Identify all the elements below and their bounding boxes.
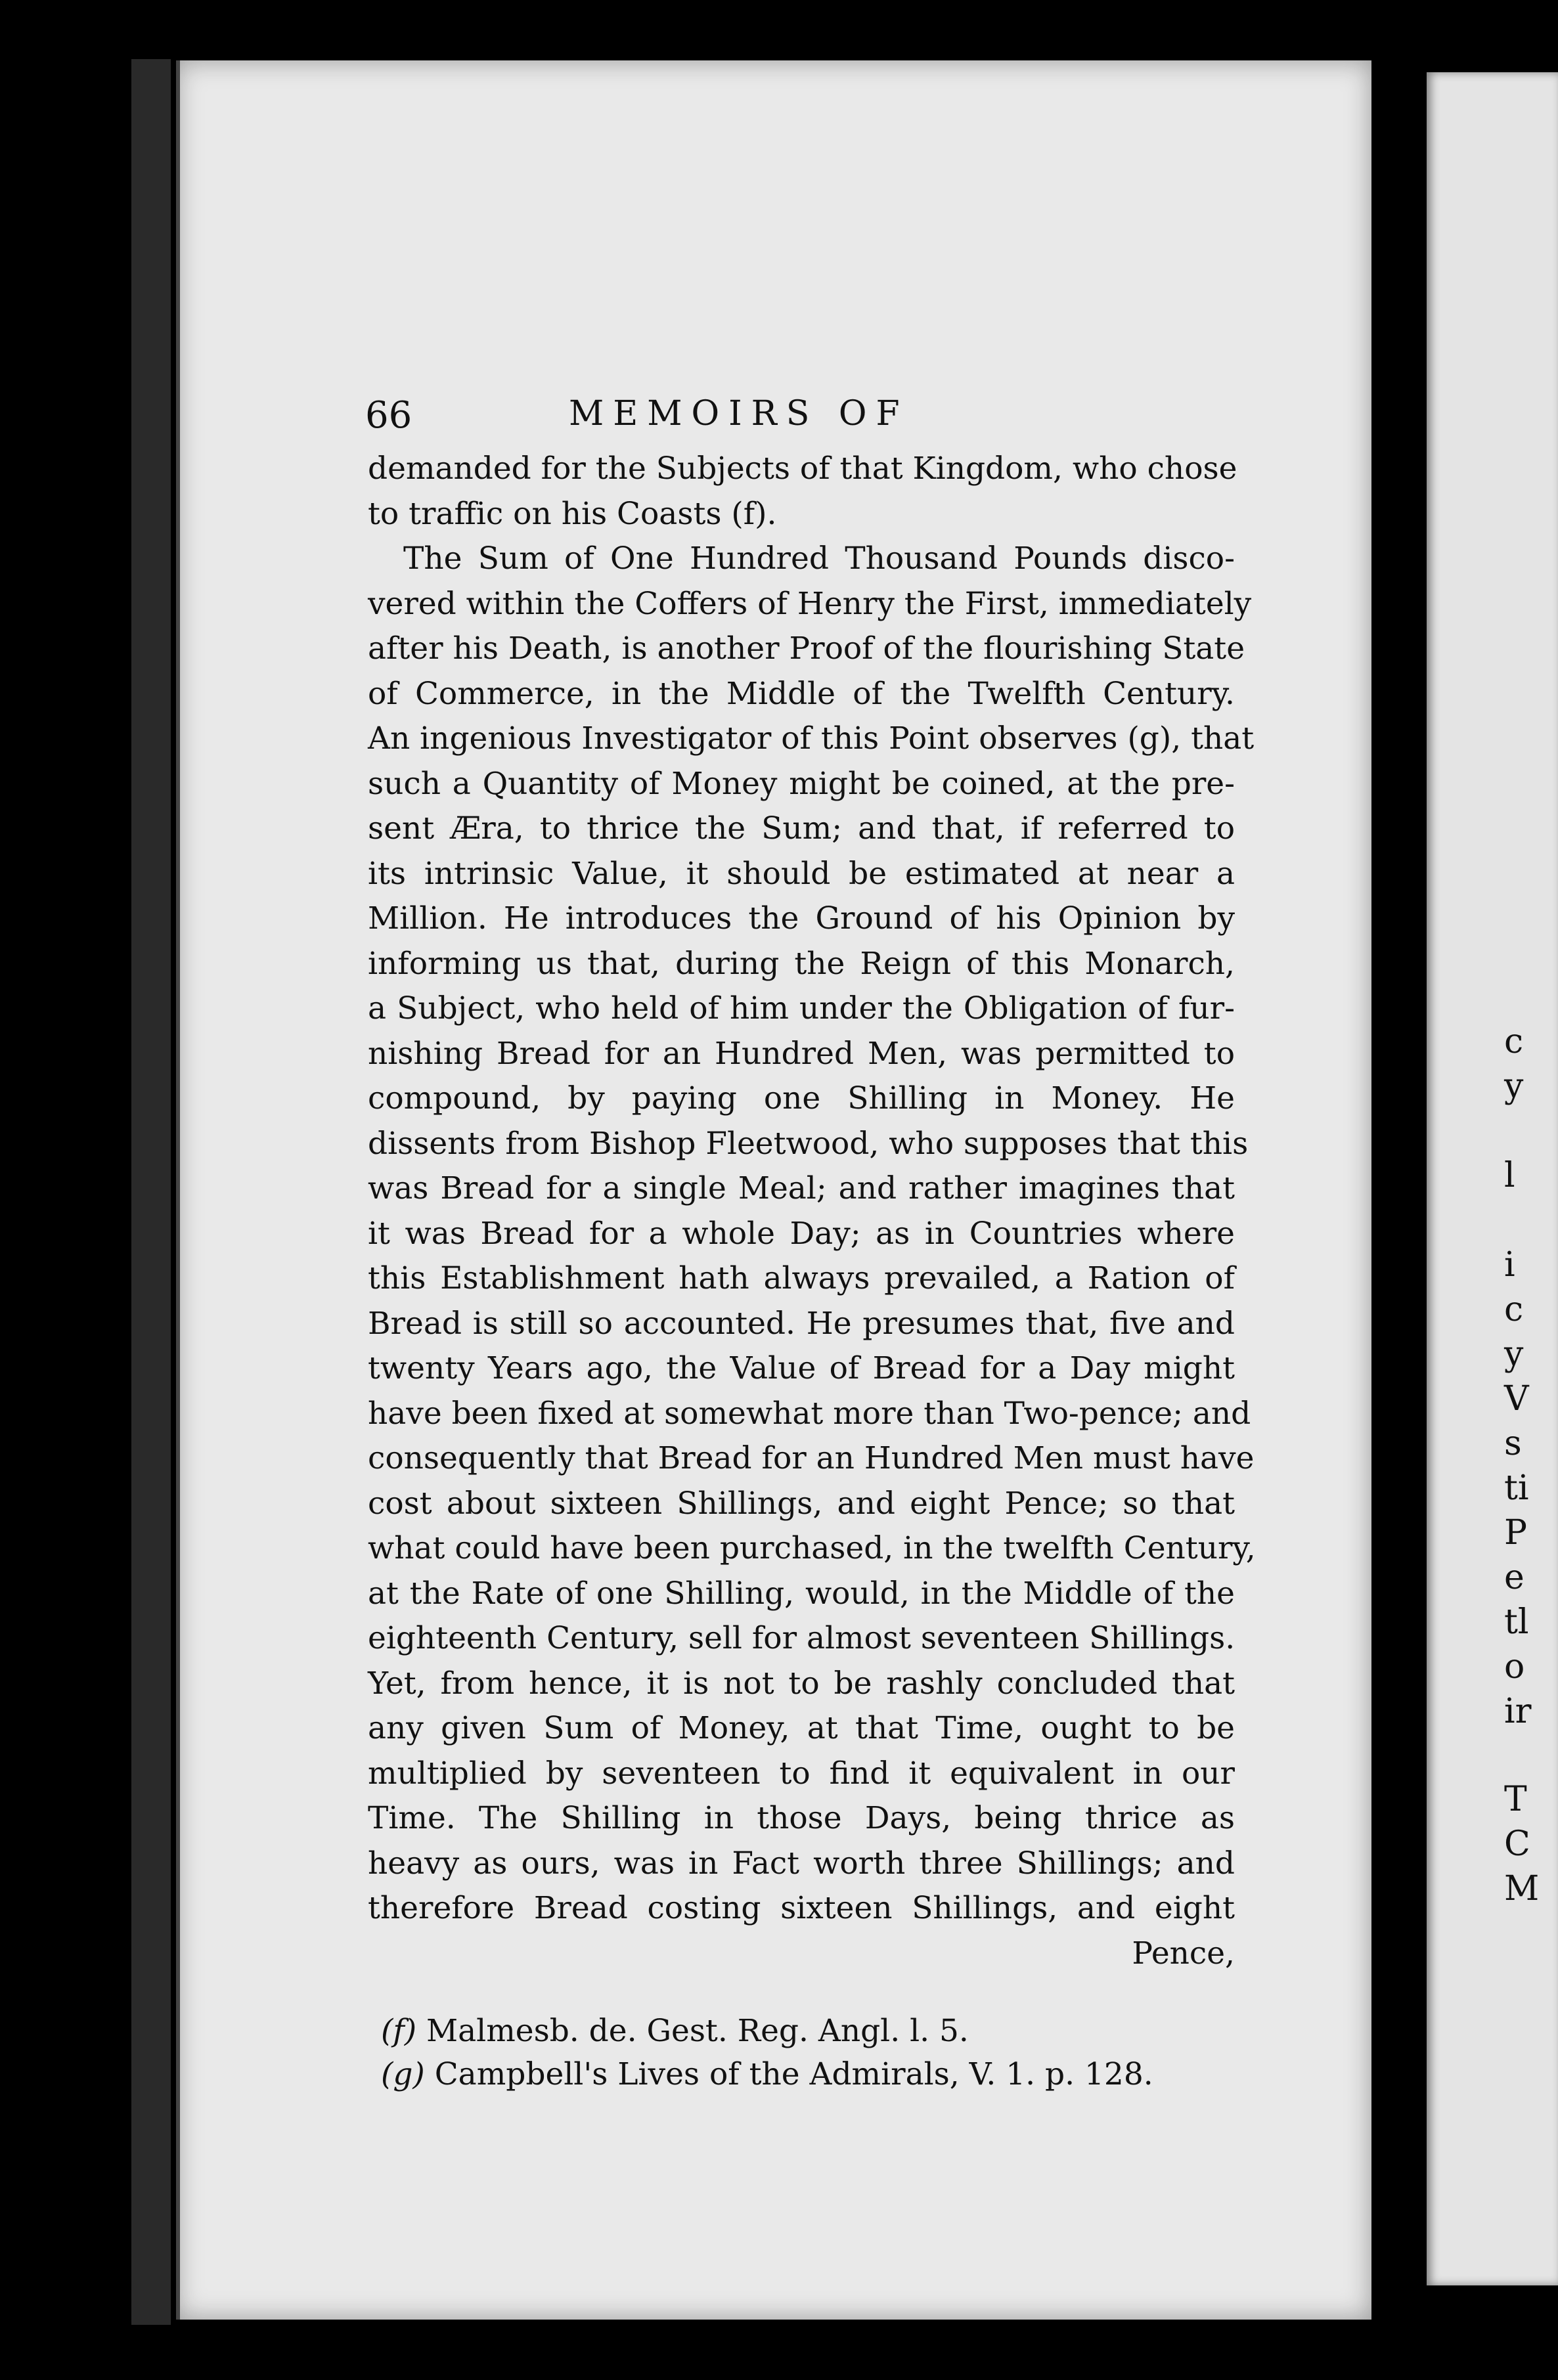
catchword: Pence,: [1132, 1935, 1235, 1972]
text-line: its intrinsic Value, it should be estimated at near a: [368, 855, 1235, 892]
text-line: sent Æra, to thrice the Sum; and that, if referred to: [368, 810, 1235, 847]
text-line: Bread is still so accounted. He presumes that, five and: [368, 1305, 1235, 1342]
facing-page-fragment: y: [1504, 1334, 1524, 1374]
facing-page-fragment: c: [1504, 1290, 1524, 1329]
text-line: it was Bread for a whole Day; as in Countries where: [368, 1215, 1235, 1252]
footnote-text: Malmesb. de. Gest. Reg. Angl. l. 5.: [426, 2013, 969, 2049]
text-line: such a Quantity of Money might be coined, at the pre-: [368, 765, 1235, 802]
facing-page-edge: [1427, 72, 1558, 2285]
footnote-mark: (g): [381, 2056, 425, 2092]
facing-page-fragment: M: [1504, 1869, 1540, 1908]
text-line: to traffic on his Coasts (f).: [368, 495, 777, 532]
text-line: compound, by paying one Shilling in Money. He: [368, 1080, 1235, 1116]
text-line: twenty Years ago, the Value of Bread for a Day might: [368, 1350, 1235, 1386]
text-line: An ingenious Investigator of this Point observes (g), that: [368, 720, 1255, 757]
book-spine-shadow: [131, 59, 171, 2325]
footnote-text: Campbell's Lives of the Admirals, V. 1. p. 128.: [434, 2056, 1153, 2092]
facing-page-fragment: P: [1504, 1513, 1527, 1553]
facing-page-fragment: e: [1504, 1558, 1525, 1597]
text-line: The Sum of One Hundred Thousand Pounds disco-: [403, 540, 1235, 577]
facing-page-fragment: ti: [1504, 1468, 1529, 1508]
text-line: consequently that Bread for an Hundred Men must have: [368, 1440, 1255, 1476]
text-line: after his Death, is another Proof of the flourishing State: [368, 630, 1245, 667]
footnote-g: [381, 2053, 1235, 2096]
text-line: informing us that, during the Reign of this Monarch,: [368, 945, 1235, 982]
text-line: Yet, from hence, it is not to be rashly concluded that: [368, 1665, 1235, 1702]
facing-page-fragment: o: [1504, 1647, 1525, 1686]
text-line: at the Rate of one Shilling, would, in the Middle of the: [368, 1575, 1235, 1612]
text-line: demanded for the Subjects of that Kingdom, who chose: [368, 451, 1237, 487]
facing-page-fragment: i: [1504, 1245, 1515, 1285]
footnote-mark: (f): [381, 2013, 417, 2049]
facing-page-fragment: y: [1504, 1067, 1524, 1106]
text-line: cost about sixteen Shillings, and eight Pence; so that: [368, 1485, 1235, 1522]
footnotes: [381, 2010, 1235, 2096]
text-line: eighteenth Century, sell for almost seventeen Shillings.: [368, 1620, 1235, 1656]
text-line: heavy as ours, was in Fact worth three Shillings; and: [368, 1845, 1235, 1882]
text-line: dissents from Bishop Fleetwood, who supposes that this: [368, 1125, 1249, 1162]
page-number: 66: [365, 394, 412, 437]
text-line: Time. The Shilling in those Days, being thrice as: [368, 1800, 1235, 1836]
text-line: what could have been purchased, in the twelfth Century,: [368, 1530, 1256, 1566]
text-line: Million. He introduces the Ground of his Opinion by: [368, 900, 1235, 937]
page-header: [365, 394, 1235, 440]
page-border: [176, 60, 180, 2320]
footnote-f: [381, 2010, 1235, 2053]
text-line: have been fixed at somewhat more than Two-pence; and: [368, 1395, 1251, 1432]
text-line: this Establishment hath always prevailed, a Ration of: [368, 1260, 1235, 1296]
facing-page-fragment: ir: [1504, 1692, 1532, 1731]
facing-page-fragment: C: [1504, 1824, 1530, 1864]
facing-page-fragment: T: [1504, 1780, 1527, 1819]
text-line: any given Sum of Money, at that Time, ought to be: [368, 1710, 1235, 1746]
facing-page-fragment: V: [1504, 1379, 1529, 1419]
text-line: nishing Bread for an Hundred Men, was permitted to: [368, 1035, 1235, 1072]
text-line: therefore Bread costing sixteen Shillings, and eight: [368, 1890, 1235, 1926]
text-line: multiplied by seventeen to find it equivalent in our: [368, 1755, 1235, 1792]
text-line: was Bread for a single Meal; and rather imagines that: [368, 1170, 1235, 1206]
running-title: MEMOIRS OF: [569, 394, 909, 433]
facing-page-fragment: l: [1504, 1156, 1515, 1195]
facing-page-fragment: c: [1504, 1022, 1524, 1061]
facing-page-fragment: tl: [1504, 1602, 1529, 1642]
text-line: of Commerce, in the Middle of the Twelfth Century.: [368, 675, 1235, 712]
text-line: a Subject, who held of him under the Obligation of fur-: [368, 990, 1235, 1026]
text-line: vered within the Coffers of Henry the First, immediately: [368, 585, 1252, 622]
body-text: [368, 447, 1256, 1976]
facing-page-fragment: s: [1504, 1424, 1522, 1463]
